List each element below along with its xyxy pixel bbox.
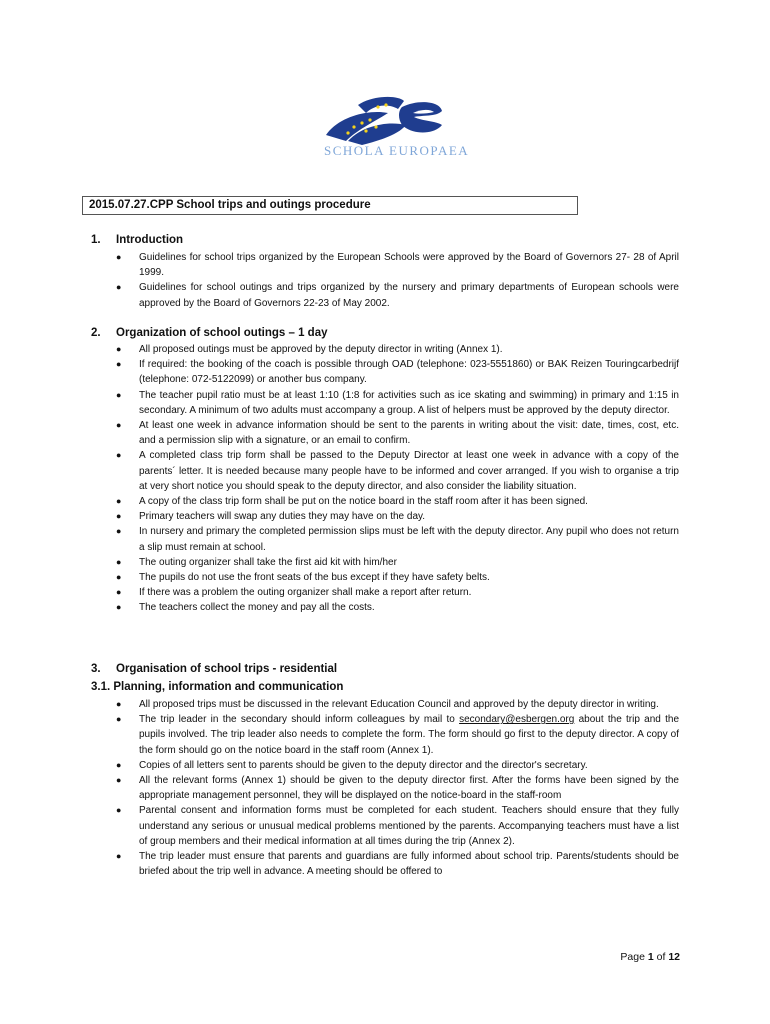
bullet-icon: ●	[116, 420, 122, 431]
list-item: ● All proposed trips must be discussed in the relevant Education Council and approved by the deputy director in writing.	[116, 697, 679, 712]
section-1-list	[116, 250, 679, 311]
logo-wordmark: SCHOLA EUROPAEA	[324, 143, 470, 158]
list-item: ● The trip leader must ensure that parents and guardians are fully informed about school trip. Parents/students should be briefed about the trip well in advance. A meeting should be offered to	[116, 851, 679, 878]
secondary-email-link[interactable]: secondary@esbergen.org	[459, 714, 575, 726]
document-title: 2015.07.27.CPP School trips and outings procedure	[82, 196, 578, 215]
bullet-icon: ●	[116, 389, 122, 400]
bullet-icon: ●	[116, 344, 122, 354]
list-item: ● Guidelines for school outings and trips organized by the nursery and primary departments of European schools were approved by the Board of Governors 22-23 of May 2002.	[116, 282, 679, 309]
section-2-list	[116, 342, 679, 616]
bullet-icon: ●	[116, 556, 122, 567]
bullet-icon: ●	[116, 775, 122, 786]
bullet-icon: ●	[116, 359, 122, 370]
bullet-icon: ●	[116, 714, 122, 725]
list-item: ● Primary teachers will swap any duties they may have on the day.	[116, 509, 679, 524]
bullet-icon: ●	[116, 602, 122, 613]
list-item: ● In nursery and primary the completed permission slips must be left with the deputy director. Any pupil who does not return a slip must remain at school.	[116, 526, 679, 553]
bullet-icon: ●	[116, 572, 122, 583]
list-item: ● The teachers collect the money and pay all the costs.	[116, 600, 679, 615]
list-item: ● All the relevant forms (Annex 1) should be given to the deputy director first. After the forms have been signed by the appropriate management personnel, they will be displayed on the notice-board in the staff-room	[116, 775, 679, 802]
list-item: ● At least one week in advance information should be sent to the parents in writing about the visit: date, times, cost, etc. and a permission slip with a signature, or an email to confirm.	[116, 420, 679, 447]
section-3-1-heading: 3.1. Planning, information and communication	[91, 681, 344, 693]
bullet-icon: ●	[116, 805, 122, 816]
bullet-icon: ●	[116, 511, 122, 522]
bullet-icon: ●	[116, 587, 122, 598]
section-3-list	[116, 697, 679, 879]
bullet-icon: ●	[116, 496, 122, 507]
list-item: ● The pupils do not use the front seats of the bus except if they have safety belts.	[116, 570, 679, 585]
list-item: ● The trip leader in the secondary should inform colleagues by mail to secondary@esbergen.org about the trip and the pupils involved. The trip leader also needs to complete the form. The form should go first to the deputy director. A copy of the form should go on the notice board in the staff room (Annex 1).	[116, 714, 679, 756]
bullet-icon: ●	[116, 851, 122, 862]
page-number: Page 1 of 12	[620, 951, 680, 963]
list-item: ● Parental consent and information forms must be completed for each student. Teachers should ensure that they fully understand any serious or unusual medical problems mentioned by the parents. Accompanying teachers must have a list of group members and their medical information at all times during the trip (Annex 2).	[116, 805, 679, 847]
list-item: ● The teacher pupil ratio must be at least 1:10 (1:8 for activities such as ice skating and swimming) in primary and 1:15 in secondary. A minimum of two adults must accompany a group. A list of helpers must be approved by the deputy director.	[116, 389, 679, 416]
bullet-icon: ●	[116, 252, 122, 262]
bullet-icon: ●	[116, 759, 122, 770]
list-item: ● If there was a problem the outing organizer shall make a report after return.	[116, 585, 679, 600]
list-item: ● Copies of all letters sent to parents should be given to the deputy director and the director's secretary.	[116, 758, 679, 773]
list-item: ● A completed class trip form shall be passed to the Deputy Director at least one week in advance with a copy of the parents´ letter. It is needed because many people have to be informed and cover arranged. If you wish to organise a trip at very short notice you should speak to the deputy director, and also consider the liability situation.	[116, 450, 679, 492]
section-3-heading: 3. Organisation of school trips - residential	[91, 663, 338, 675]
bullet-icon: ●	[116, 699, 122, 709]
bullet-icon: ●	[116, 526, 122, 537]
bullet-icon: ●	[116, 450, 122, 461]
list-item: ● A copy of the class trip form shall be put on the notice board in the staff room after it has been signed.	[116, 494, 679, 509]
list-item: ● All proposed outings must be approved by the deputy director in writing (Annex 1).	[116, 342, 679, 357]
section-1-heading: 1. Introduction	[91, 234, 184, 246]
bullet-icon: ●	[116, 282, 122, 293]
list-item: ● If required: the booking of the coach is possible through OAD (telephone: 023-5551860) or BAK Reizen Touringcarbedrijf (telephone: 072-5122099) or another bus company.	[116, 359, 679, 386]
list-item: ● The outing organizer shall take the first aid kit with him/her	[116, 555, 679, 570]
section-2-heading: 2. Organization of school outings – 1 day	[91, 327, 328, 339]
schola-europaea-logo	[318, 95, 500, 163]
list-item: ● Guidelines for school trips organized by the European Schools were approved by the Board of Governors 27- 28 of April 1999.	[116, 252, 679, 279]
